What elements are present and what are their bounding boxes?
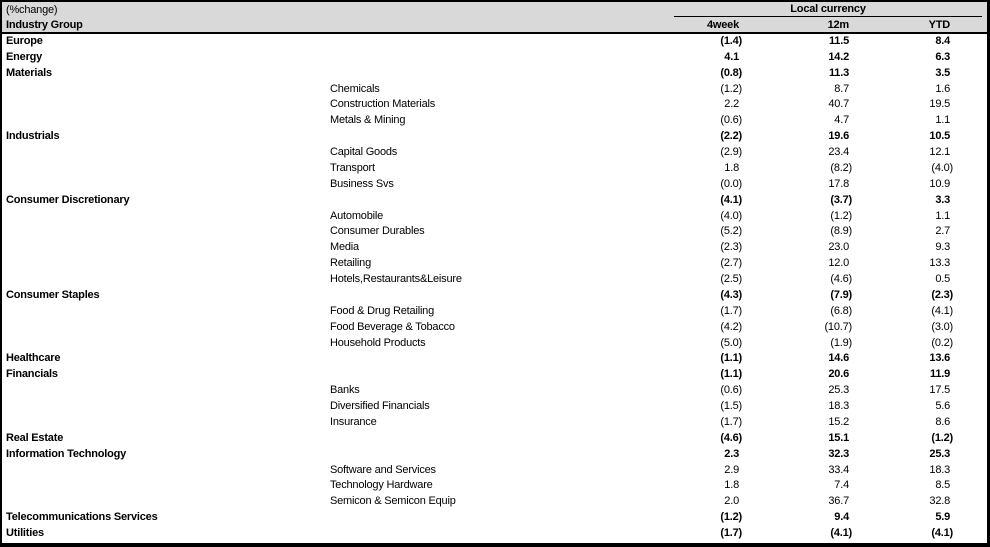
value-cell-12m: (1.9)	[830, 336, 852, 349]
local-currency-label: Local currency	[674, 3, 982, 17]
industry-label: Technology Hardware	[330, 479, 433, 492]
value-cell-ytd: 8.5	[935, 479, 951, 492]
value-cell-ytd: 10.5	[929, 130, 951, 143]
value-cell-4week: (2.3)	[720, 241, 742, 254]
value-cell-12m: 18.3	[828, 400, 849, 413]
table-row	[2, 33, 987, 49]
value-cell-12m: 15.2	[828, 415, 849, 428]
table-row	[2, 525, 987, 541]
table-row	[2, 192, 987, 208]
value-cell-12m: (4.1)	[830, 527, 852, 540]
value-cell-4week: (1.1)	[720, 352, 742, 365]
table-row	[2, 446, 987, 462]
table-row	[2, 366, 987, 382]
value-cell-12m: (3.7)	[830, 193, 852, 206]
industry-label: Consumer Discretionary	[6, 193, 130, 206]
value-cell-12m: 23.4	[828, 146, 849, 159]
industry-label: Semicon & Semicon Equip	[330, 495, 456, 508]
value-cell-12m: (8.2)	[830, 161, 852, 174]
table-row	[2, 224, 987, 240]
value-cell-12m: 12.0	[828, 257, 849, 270]
value-cell-4week: 2.9	[724, 463, 739, 476]
value-cell-ytd: 10.9	[929, 177, 951, 190]
value-cell-4week: (5.0)	[720, 336, 742, 349]
value-cell-4week: (4.6)	[720, 431, 742, 444]
industry-label: Consumer Staples	[6, 288, 100, 301]
industry-label: Business Svs	[330, 177, 394, 190]
value-cell-ytd: 12.1	[929, 146, 951, 159]
industry-label: Capital Goods	[330, 146, 398, 159]
value-cell-ytd: 13.3	[929, 257, 951, 270]
value-cell-4week: (4.1)	[720, 193, 742, 206]
table-row	[2, 430, 987, 446]
industry-label: Real Estate	[6, 431, 64, 444]
value-cell-4week: (1.7)	[720, 527, 742, 540]
industry-label: Insurance	[330, 415, 377, 428]
value-cell-12m: 4.7	[834, 114, 849, 127]
industry-group-header: Industry Group	[2, 18, 674, 33]
value-cell-4week: (4.2)	[720, 320, 742, 333]
value-cell-ytd: 5.9	[935, 511, 951, 524]
table-row	[2, 239, 987, 255]
value-cell-4week: (2.9)	[720, 146, 742, 159]
table-row	[2, 335, 987, 351]
industry-label: Consumer Durables	[330, 225, 425, 238]
value-cell-4week: 2.2	[724, 98, 739, 111]
value-cell-ytd: 1.1	[935, 209, 951, 222]
performance-table	[2, 2, 987, 541]
value-cell-4week: (2.2)	[720, 130, 742, 143]
value-cell-12m: 32.3	[828, 447, 849, 460]
value-cell-ytd: 8.6	[935, 415, 951, 428]
value-cell-12m: 25.3	[828, 384, 849, 397]
industry-label: Household Products	[330, 336, 426, 349]
value-cell-ytd: 8.4	[935, 35, 951, 48]
table-row	[2, 81, 987, 97]
value-cell-4week: (1.4)	[720, 35, 742, 48]
industry-label: Metals & Mining	[330, 114, 406, 127]
table-row	[2, 414, 987, 430]
value-cell-4week: 1.8	[724, 479, 739, 492]
value-cell-4week: 2.0	[724, 495, 739, 508]
table-row	[2, 65, 987, 81]
value-cell-4week: (1.7)	[720, 304, 742, 317]
table-header	[2, 2, 987, 33]
value-cell-12m: 11.5	[828, 35, 849, 48]
table-row	[2, 351, 987, 367]
value-cell-ytd: 13.6	[929, 352, 951, 365]
industry-label: Financials	[6, 368, 58, 381]
column-header-4week: 4week	[674, 18, 742, 33]
value-cell-4week: (0.6)	[720, 384, 742, 397]
table-row	[2, 128, 987, 144]
value-cell-12m: 14.2	[828, 50, 849, 63]
table-row	[2, 49, 987, 65]
table-row	[2, 398, 987, 414]
currency-header-row	[2, 2, 987, 18]
industry-label: Automobile	[330, 209, 384, 222]
value-cell-4week: (0.6)	[720, 114, 742, 127]
value-cell-ytd: (3.0)	[931, 320, 954, 333]
value-cell-ytd: (0.2)	[931, 336, 954, 349]
value-cell-12m: 33.4	[828, 463, 849, 476]
value-cell-4week: (0.8)	[720, 66, 742, 79]
value-cell-12m: 7.4	[834, 479, 849, 492]
value-cell-12m: 40.7	[828, 98, 849, 111]
value-cell-ytd: 3.3	[935, 193, 951, 206]
value-cell-ytd: 9.3	[935, 241, 951, 254]
value-cell-ytd: 11.9	[930, 368, 951, 381]
value-cell-ytd: 3.5	[935, 66, 951, 79]
value-cell-4week: 4.1	[724, 50, 739, 63]
industry-label: Banks	[330, 384, 360, 397]
value-cell-4week: (2.7)	[720, 257, 742, 270]
table-row	[2, 208, 987, 224]
industry-label: Hotels,Restaurants&Leisure	[330, 273, 462, 286]
value-cell-4week: (2.5)	[720, 273, 742, 286]
table-row	[2, 97, 987, 113]
value-cell-12m: 17.8	[828, 177, 849, 190]
value-cell-12m: 23.0	[828, 241, 849, 254]
table-row	[2, 509, 987, 525]
value-cell-12m: 15.1	[828, 431, 849, 444]
industry-label: Chemicals	[330, 82, 380, 95]
table-row	[2, 112, 987, 128]
value-cell-ytd: 2.7	[935, 225, 951, 238]
value-cell-4week: (0.0)	[720, 177, 742, 190]
value-cell-4week: (1.7)	[720, 415, 742, 428]
industry-label: Industrials	[6, 130, 60, 143]
industry-label: Food Beverage & Tobacco	[330, 320, 455, 333]
value-cell-4week: (1.1)	[720, 368, 742, 381]
value-cell-12m: (1.2)	[830, 209, 852, 222]
value-cell-ytd: 17.5	[929, 384, 951, 397]
industry-label: Construction Materials	[330, 98, 436, 111]
table-row	[2, 144, 987, 160]
industry-label: Diversified Financials	[330, 400, 430, 413]
value-cell-4week: 2.3	[724, 447, 739, 460]
value-cell-ytd: 25.3	[929, 447, 951, 460]
column-header-ytd: YTD	[852, 18, 987, 33]
value-cell-ytd: 5.6	[935, 400, 951, 413]
table-row	[2, 287, 987, 303]
value-cell-4week: (4.0)	[720, 209, 742, 222]
table-row	[2, 255, 987, 271]
value-cell-12m: (6.8)	[830, 304, 852, 317]
value-cell-4week: (1.2)	[720, 82, 742, 95]
table-row	[2, 271, 987, 287]
pct-change-label: (%change)	[2, 2, 674, 18]
table-body	[2, 33, 987, 541]
value-cell-12m: (4.6)	[830, 273, 852, 286]
industry-label: Information Technology	[6, 447, 127, 460]
value-cell-ytd: 6.3	[935, 50, 951, 63]
value-cell-12m: 8.7	[834, 82, 849, 95]
industry-label: Utilities	[6, 527, 44, 540]
table-row	[2, 493, 987, 509]
value-cell-ytd: 18.3	[929, 463, 951, 476]
value-cell-ytd: (4.1)	[931, 527, 954, 540]
value-cell-ytd: (2.3)	[931, 288, 954, 301]
table-row	[2, 176, 987, 192]
table-row	[2, 382, 987, 398]
industry-label: Transport	[330, 161, 375, 174]
value-cell-ytd: (1.2)	[931, 431, 954, 444]
column-header-12m: 12m	[742, 18, 852, 33]
value-cell-ytd: (4.1)	[931, 304, 954, 317]
table-row	[2, 478, 987, 494]
value-cell-4week: (1.5)	[720, 400, 742, 413]
table-row	[2, 462, 987, 478]
value-cell-ytd: 1.1	[935, 114, 951, 127]
value-cell-ytd: 19.5	[929, 98, 951, 111]
value-cell-12m: (10.7)	[824, 320, 852, 333]
value-cell-ytd: 1.6	[935, 82, 951, 95]
industry-label: Software and Services	[330, 463, 436, 476]
value-cell-4week: (5.2)	[720, 225, 742, 238]
value-cell-4week: (1.2)	[720, 511, 742, 524]
industry-label: Food & Drug Retailing	[330, 304, 435, 317]
industry-label: Telecommunications Services	[6, 511, 158, 524]
table-row	[2, 303, 987, 319]
value-cell-ytd: (4.0)	[931, 161, 954, 174]
industry-label: Materials	[6, 66, 52, 79]
value-cell-12m: 36.7	[828, 495, 849, 508]
value-cell-4week: 1.8	[724, 161, 739, 174]
industry-label: Healthcare	[6, 352, 61, 365]
industry-label: Energy	[6, 50, 43, 63]
industry-label: Europe	[6, 35, 43, 48]
local-currency-header-cell	[674, 2, 987, 18]
value-cell-12m: 11.3	[828, 66, 849, 79]
industry-label: Retailing	[330, 257, 372, 270]
column-header-row	[2, 18, 987, 33]
value-cell-4week: (4.3)	[720, 288, 742, 301]
value-cell-12m: 14.6	[828, 352, 849, 365]
value-cell-ytd: 0.5	[935, 273, 951, 286]
value-cell-12m: 20.6	[828, 368, 849, 381]
table-row	[2, 160, 987, 176]
value-cell-12m: (7.9)	[830, 288, 852, 301]
value-cell-12m: (8.9)	[830, 225, 852, 238]
value-cell-12m: 9.4	[834, 511, 849, 524]
table-row	[2, 319, 987, 335]
value-cell-12m: 19.6	[828, 130, 849, 143]
value-cell-ytd: 32.8	[929, 495, 951, 508]
industry-label: Media	[330, 241, 359, 254]
